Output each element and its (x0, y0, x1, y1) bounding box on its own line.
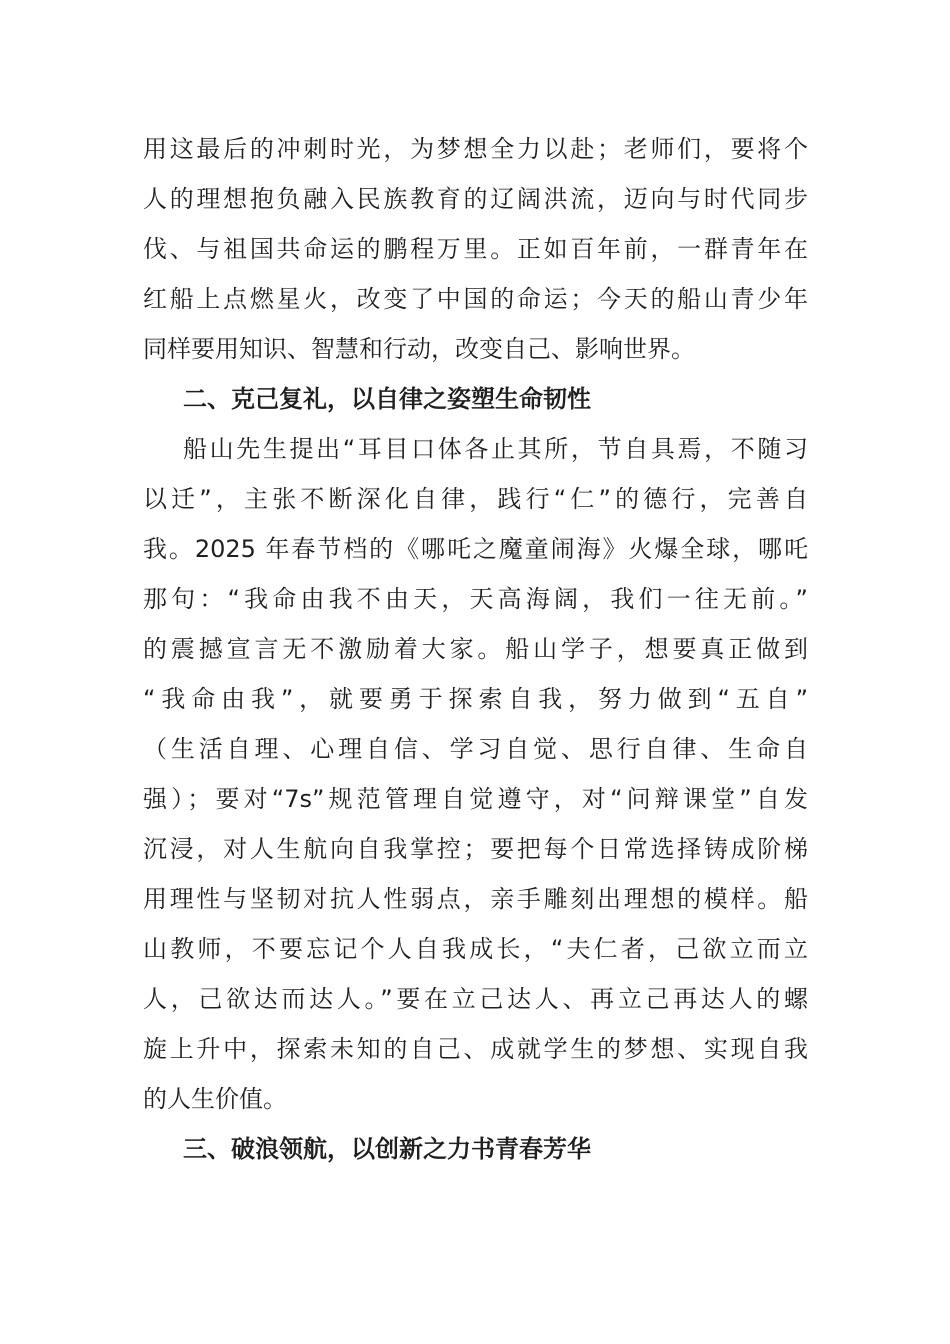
text-line: 旋上升中，探索未知的自己、成就学生的梦想、实现自我 (143, 1035, 808, 1063)
text-line: 用这最后的冲刺时光，为梦想全力以赴；老师们，要将个 (143, 135, 808, 163)
text-line: 山教师，不要忘记个人自我成长，“夫仁者，己欲立而立 (143, 935, 808, 963)
paragraph-1 (143, 124, 808, 374)
text-line: 同样要用知识、智慧和行动，改变自己、影响世界。 (143, 335, 695, 363)
text-line: 红船上点燃星火，改变了中国的命运；今天的船山青少年 (143, 285, 808, 313)
text-line: 用理性与坚韧对抗人性弱点，亲手雕刻出理想的模样。船 (143, 885, 808, 913)
text-line: 强）；要对“7s”规范管理自觉遵守，对“问辩课堂”自发 (143, 785, 808, 813)
text-line: 以迁”，主张不断深化自律，践行“仁”的德行，完善自 (143, 485, 808, 513)
text-line: 伐、与祖国共命运的鹏程万里。正如百年前，一群青年在 (143, 235, 808, 263)
text-line: （生活自理、心理自信、学习自觉、思行自律、生命自 (143, 735, 808, 763)
text-line: 那句：“我命由我不由天，天高海阔，我们一往无前。” (143, 585, 808, 613)
paragraph-2 (143, 424, 808, 1124)
text-line: 船山先生提出“耳目口体各止其所，节自具焉，不随习 (183, 435, 808, 463)
text-line: 沉浸，对人生航向自我掌控；要把每个日常选择铸成阶梯 (143, 835, 808, 863)
text-line: 人，己欲达而达人。”要在立己达人、再立己再达人的螺 (143, 985, 808, 1013)
document-page (143, 124, 808, 1174)
section-heading-2: 二、克己复礼，以自律之姿塑生命韧性 (183, 385, 591, 413)
text-line: 的震撼宣言无不激励着大家。船山学子，想要真正做到 (143, 635, 808, 663)
text-line: 我。2025 年春节档的《哪吒之魔童闹海》火爆全球，哪吒 (143, 535, 808, 563)
text-line: “我命由我”，就要勇于探索自我，努力做到“五自” (143, 685, 808, 713)
text-line: 的人生价值。 (143, 1085, 287, 1113)
section-heading-3: 三、破浪领航，以创新之力书青春芳华 (183, 1135, 591, 1163)
text-line: 人的理想抱负融入民族教育的辽阔洪流，迈向与时代同步 (143, 185, 808, 213)
